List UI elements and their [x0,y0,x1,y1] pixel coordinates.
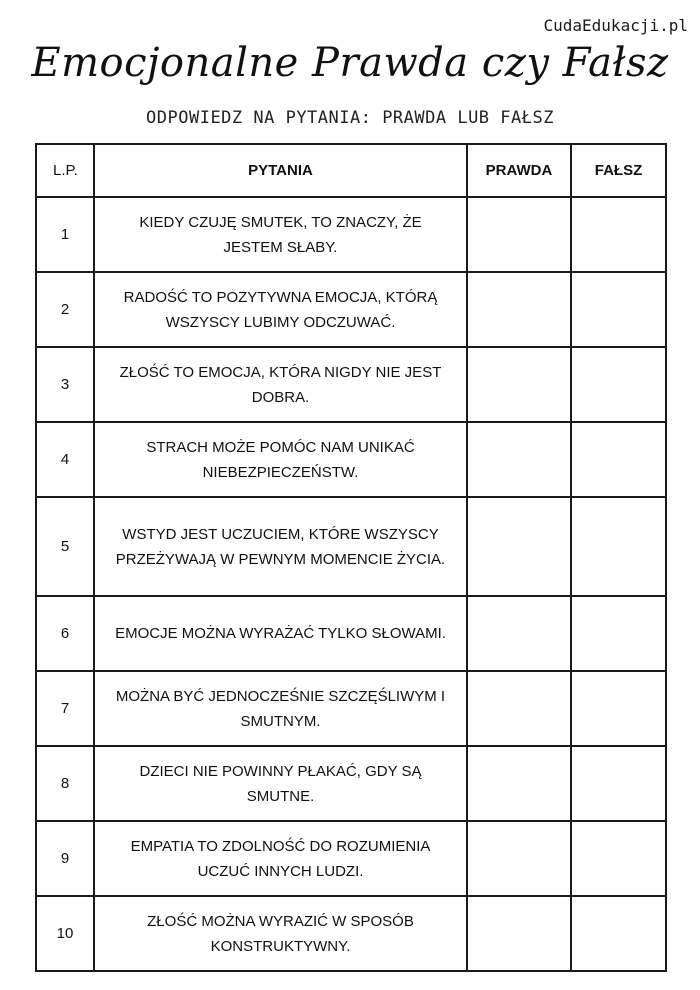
row-question: STRACH MOŻE POMÓC NAM UNIKAĆ NIEBEZPIECZEŃSTW. [94,422,467,497]
answer-true-cell[interactable] [467,671,571,746]
row-number: 9 [36,821,94,896]
table-row [36,671,666,746]
brand-label: CudaEdukacji.pl [543,16,688,35]
table-row [36,422,666,497]
answer-false-cell[interactable] [571,347,666,422]
answer-false-cell[interactable] [571,896,666,971]
table-header-row [36,144,666,197]
header-true: PRAWDA [467,144,571,197]
table-row [36,347,666,422]
row-question: EMPATIA TO ZDOLNOŚĆ DO ROZUMIENIA UCZUĆ INNYCH LUDZI. [94,821,467,896]
answer-true-cell[interactable] [467,596,571,671]
row-question: EMOCJE MOŻNA WYRAŻAĆ TYLKO SŁOWAMI. [94,596,467,671]
answer-false-cell[interactable] [571,821,666,896]
answer-false-cell[interactable] [571,746,666,821]
row-number: 6 [36,596,94,671]
answer-true-cell[interactable] [467,497,571,596]
row-number: 4 [36,422,94,497]
header-false: FAŁSZ [571,144,666,197]
table-row [36,746,666,821]
answer-true-cell[interactable] [467,422,571,497]
row-number: 2 [36,272,94,347]
answer-false-cell[interactable] [571,497,666,596]
answer-false-cell[interactable] [571,671,666,746]
table-row [36,596,666,671]
answer-false-cell[interactable] [571,596,666,671]
answer-false-cell[interactable] [571,422,666,497]
row-number: 10 [36,896,94,971]
table-row [36,272,666,347]
answer-true-cell[interactable] [467,746,571,821]
page-title: Emocjonalne Prawda czy Fałsz [31,40,669,86]
answer-true-cell[interactable] [467,821,571,896]
answer-true-cell[interactable] [467,896,571,971]
table-row [36,197,666,272]
table-row [36,821,666,896]
row-question: MOŻNA BYĆ JEDNOCZEŚNIE SZCZĘŚLIWYM I SMUTNYM. [94,671,467,746]
answer-false-cell[interactable] [571,197,666,272]
row-question: ZŁOŚĆ MOŻNA WYRAZIĆ W SPOSÓB KONSTRUKTYWNY. [94,896,467,971]
row-question: ZŁOŚĆ TO EMOCJA, KTÓRA NIGDY NIE JEST DOBRA. [94,347,467,422]
row-number: 7 [36,671,94,746]
row-number: 1 [36,197,94,272]
row-number: 8 [36,746,94,821]
row-number: 3 [36,347,94,422]
row-question: RADOŚĆ TO POZYTYWNA EMOCJA, KTÓRĄ WSZYSCY LUBIMY ODCZUWAĆ. [94,272,467,347]
answer-false-cell[interactable] [571,272,666,347]
page-subtitle: ODPOWIEDZ NA PYTANIA: PRAWDA LUB FAŁSZ [146,108,554,128]
row-number: 5 [36,497,94,596]
header-lp: L.P. [36,144,94,197]
quiz-table [35,143,667,972]
row-question: KIEDY CZUJĘ SMUTEK, TO ZNACZY, ŻE JESTEM SŁABY. [94,197,467,272]
row-question: DZIECI NIE POWINNY PŁAKAĆ, GDY SĄ SMUTNE. [94,746,467,821]
table-row [36,497,666,596]
answer-true-cell[interactable] [467,197,571,272]
row-question: WSTYD JEST UCZUCIEM, KTÓRE WSZYSCY PRZEŻYWAJĄ W PEWNYM MOMENCIE ŻYCIA. [94,497,467,596]
answer-true-cell[interactable] [467,272,571,347]
header-question: PYTANIA [94,144,467,197]
table-row [36,896,666,971]
answer-true-cell[interactable] [467,347,571,422]
